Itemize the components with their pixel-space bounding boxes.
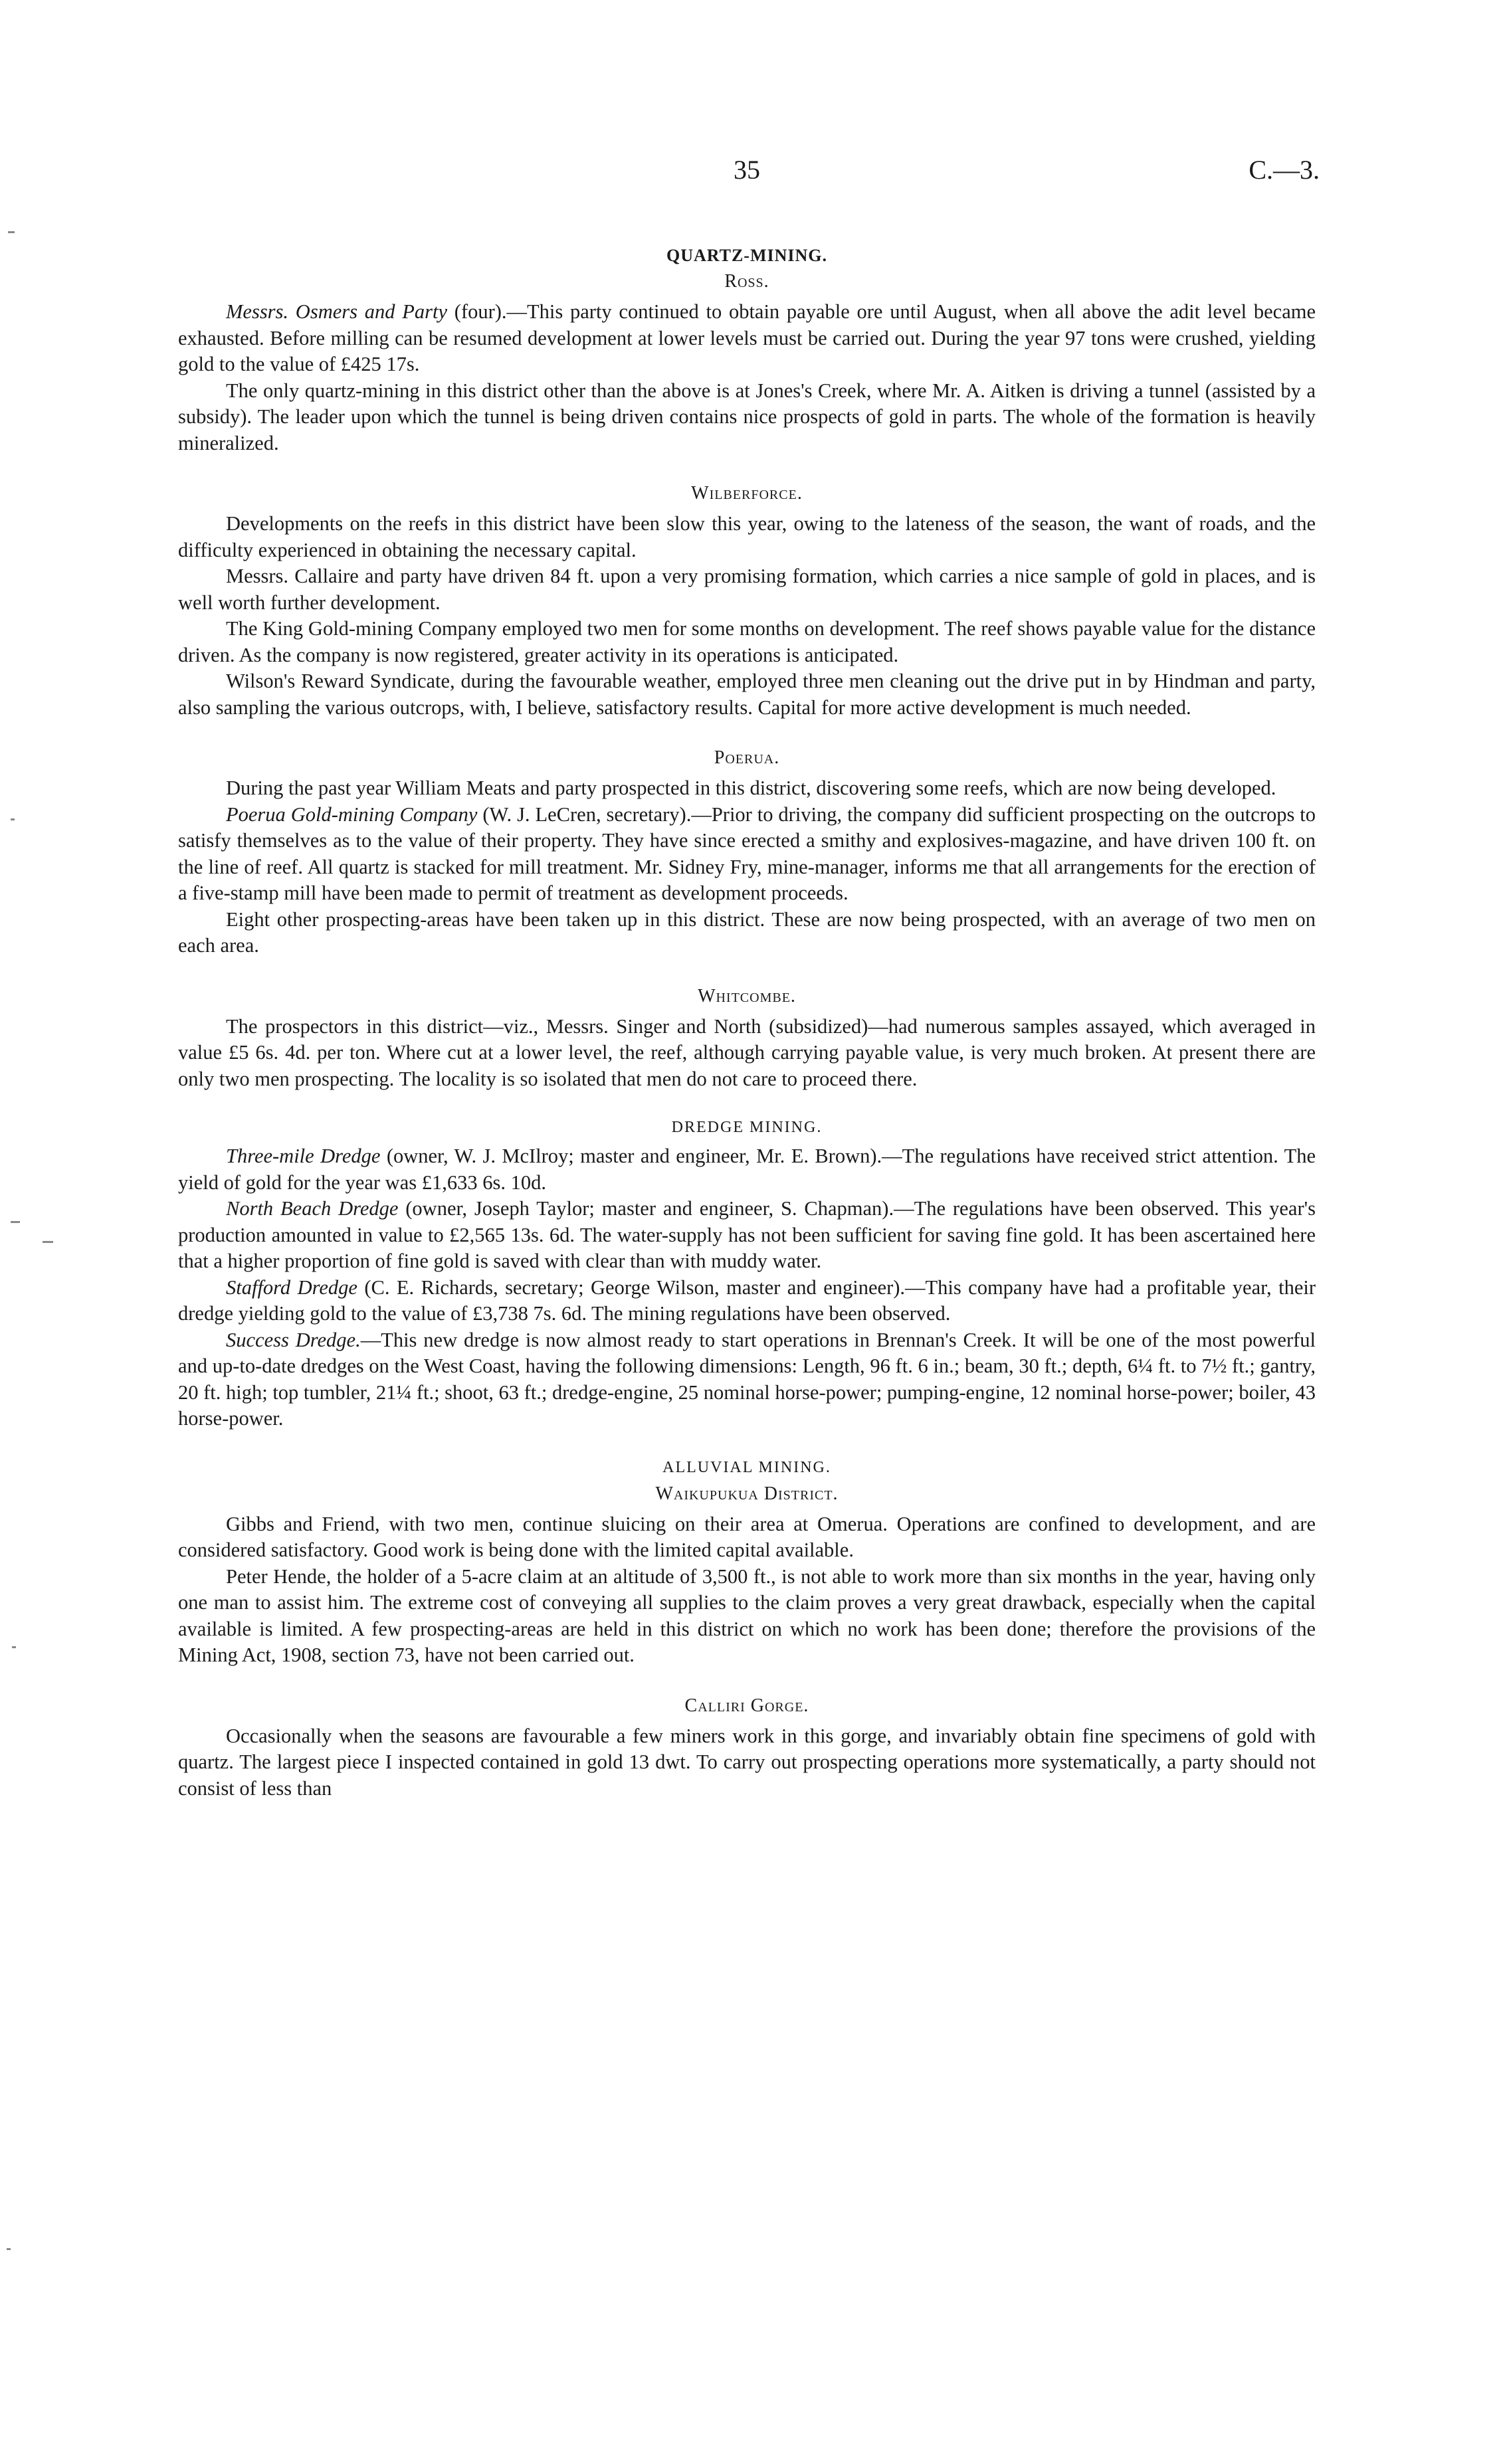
paragraph-text: (owner, W. J. McIlroy; master and engineer, Mr. E. Brown).—The regulations have received strict attention. The yield of gold for the year was £1,633 6s. 10d.	[178, 1145, 1316, 1194]
section-title-quartz: QUARTZ-MINING.	[666, 246, 828, 265]
page-header	[178, 154, 1320, 194]
party-name: Messrs. Osmers and Party	[226, 300, 448, 323]
paragraph: Wilson's Reward Syndicate, during the favourable weather, employed three men cleaning out the drive put in by Hindman and party, also sampling the various outcrops, with, I believe, satisfactory results. Capital for more active development is much needed.	[178, 670, 1316, 719]
paragraph	[178, 1327, 1316, 1432]
section-poerua	[178, 747, 1316, 959]
document-page	[178, 154, 1320, 1802]
paragraph: The only quartz-mining in this district other than the above is at Jones's Creek, where Mr. A. Aitken is driving a tunnel (assisted by a subsidy). The leader upon which the tunnel is being driven contains nice prospects of gold in parts. The whole of the formation is heavily mineralized.	[178, 379, 1316, 454]
heading-calliri-gorge	[178, 1695, 1316, 1717]
paragraph: Peter Hende, the holder of a 5-acre claim at an altitude of 3,500 ft., is not able to work more than six months in the year, having only one man to assist him. The extreme cost of conveying all supplies to the claim proves a very great drawback, especially when the capital available is limited. A few prospecting-areas are held in this district on which no work has been done; therefore the provisions of the Mining Act, 1908, section 73, have not been carried out.	[178, 1564, 1316, 1666]
dredge-name: Three-mile Dredge	[226, 1145, 381, 1167]
margin-mark	[12, 1646, 16, 1648]
heading-wilberforce	[178, 483, 1316, 504]
heading-ross-text: Ross.	[724, 271, 769, 292]
margin-mark	[11, 818, 15, 820]
heading-dredge-mining: DREDGE MINING.	[671, 1119, 823, 1136]
margin-mark	[11, 1221, 20, 1223]
heading-poerua	[178, 747, 1316, 769]
heading-wilberforce-text: Wilberforce.	[691, 483, 803, 504]
paragraph	[178, 1143, 1316, 1196]
dredge-name: Success Dredge.	[226, 1328, 361, 1351]
heading-ross	[178, 271, 1316, 292]
dredge-name: Stafford Dredge	[226, 1276, 357, 1299]
heading-waikupukua	[178, 1483, 1316, 1505]
section-calliri-gorge	[178, 1695, 1316, 1802]
heading-calliri-text: Calliri Gorge.	[684, 1695, 809, 1716]
heading-whitcombe	[178, 986, 1316, 1007]
section-alluvial-mining	[178, 1459, 1316, 1669]
heading-alluvial-mining: ALLUVIAL MINING.	[662, 1458, 831, 1476]
document-code: C.—3.	[1249, 155, 1320, 185]
paragraph: Occasionally when the seasons are favourable a few miners work in this gorge, and invariably obtain fine specimens of gold with quartz. The largest piece I inspected contained in gold 13 dwt. To carry out prospecting operations more systematically, a party should not consist of less than	[178, 1724, 1316, 1800]
paragraph: Eight other prospecting-areas have been taken up in this district. These are now being prospected, with an average of two men on each area.	[178, 907, 1316, 957]
heading-whitcombe-text: Whitcombe.	[698, 985, 796, 1006]
paragraph-text: (owner, Joseph Taylor; master and engineer, S. Chapman).—The regulations have been observed. This year's production amounted in value to £2,565 13s. 6d. The water-supply has not been sufficient for saving fine gold. It has been ascertained here that a higher proportion of fine gold is saved with clear than with muddy water.	[178, 1197, 1316, 1272]
dredge-name: North Beach Dredge	[226, 1197, 399, 1220]
margin-mark	[8, 231, 15, 233]
section-wilberforce	[178, 483, 1316, 721]
paragraph: Gibbs and Friend, with two men, continue sluicing on their area at Omerua. Operations are confined to development, and are considered satisfactory. Good work is being done with the limited capital available.	[178, 1512, 1316, 1561]
paragraph	[178, 1275, 1316, 1327]
section-ross	[178, 271, 1316, 456]
paragraph: Messrs. Callaire and party have driven 84 ft. upon a very promising formation, which carries a nice sample of gold in places, and is well worth further development.	[178, 565, 1316, 614]
paragraph: The prospectors in this district—viz., Messrs. Singer and North (subsidized)—had numerous samples assayed, which averaged in value £5 6s. 4d. per ton. Where cut at a lower level, the reef, although carrying payable value, is very much broken. At present there are only two men prospecting. The locality is so isolated that men do not care to proceed there.	[178, 1014, 1316, 1090]
company-name: Poerua Gold-mining Company	[226, 803, 478, 826]
section-dredge-mining	[178, 1119, 1316, 1432]
heading-waikupukua-text: Waikupukua District.	[655, 1483, 839, 1504]
margin-mark	[7, 2248, 11, 2250]
paragraph	[178, 802, 1316, 907]
paragraph	[178, 1196, 1316, 1275]
margin-mark	[43, 1241, 53, 1243]
paragraph-text: (W. J. LeCren, secretary).—Prior to driving, the company did sufficient prospecting on the outcrops to satisfy themselves as to the value of their property. They have since erected a smithy and explosives-magazine, and have driven 100 ft. on the line of reef. All quartz is stacked for mill treatment. Mr. Sidney Fry, mine-manager, informs me that all arrangements for the erection of a five-stamp mill have been made to permit of treatment as development proceeds.	[178, 803, 1316, 904]
section-whitcombe	[178, 986, 1316, 1093]
page-number: 35	[734, 155, 760, 185]
paragraph-text: (C. E. Richards, secretary; George Wilson, master and engineer).—This company have had a profitable year, their dredge yielding gold to the value of £3,738 7s. 6d. The mining regulations have been observed.	[178, 1276, 1316, 1325]
paragraph: Developments on the reefs in this district have been slow this year, owing to the lateness of the season, the want of roads, and the difficulty experienced in obtaining the necessary capital.	[178, 512, 1316, 561]
paragraph: The King Gold-mining Company employed two men for some months on development. The reef shows payable value for the distance driven. As the company is now registered, greater activity in its operations is anticipated.	[178, 617, 1316, 666]
paragraph: During the past year William Meats and party prospected in this district, discovering some reefs, which are now being developed.	[226, 777, 1276, 799]
heading-poerua-text: Poerua.	[714, 747, 780, 768]
paragraph-text: —This new dredge is now almost ready to start operations in Brennan's Creek. It will be one of the most powerful and up-to-date dredges on the West Coast, having the following dimensions: Length, 96 ft. 6 in.; beam, 30 ft.; depth, 6¼ ft. to 7½ ft.; gantry, 20 ft. high; top tumbler, 21¼ ft.; shoot, 63 ft.; dredge-engine, 25 nominal horse-power; pumping-engine, 12 nominal horse-power; boiler, 43 horse-power.	[178, 1328, 1316, 1430]
paragraph-text: (four).—This party continued to obtain payable ore until August, when all above the adit level became exhausted. Before milling can be resumed development at lower levels must be carried out. During the year 97 tons were crushed, yielding gold to the value of £425 17s.	[178, 300, 1316, 375]
paragraph	[178, 299, 1316, 378]
